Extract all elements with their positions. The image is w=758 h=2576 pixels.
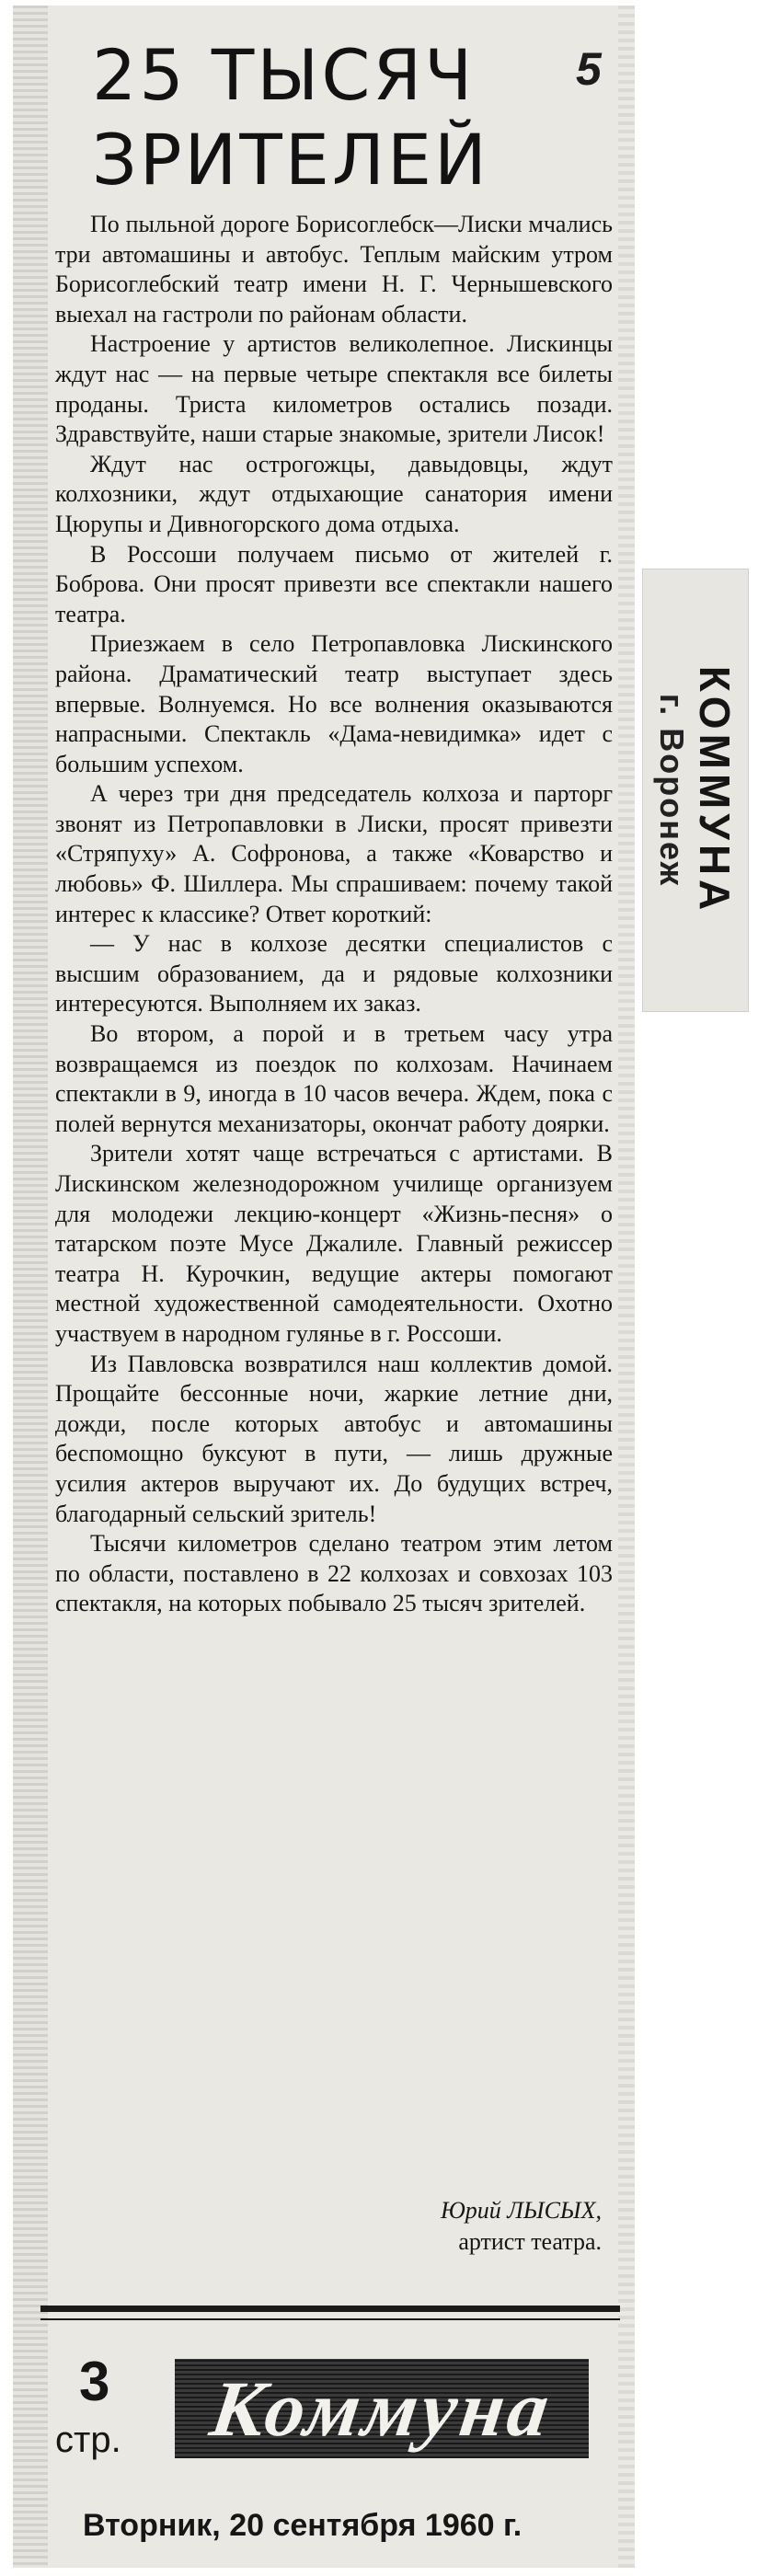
paragraph: Настроение у артистов великолепное. Лискинцы ждут нас — на первые четыре спектакля все билеты проданы. Триста километров остались позади. Здравствуйте, наши старые знакомые, зрители Лисок!: [55, 330, 613, 448]
torn-edge-left: [13, 6, 48, 2568]
paragraph: Во втором, а порой и в третьем часу утра возвращаемся из поездок по колхозам. Начинаем спектакли в 9, иногда в 10 часов вечера. Ждем, пока с полей вернутся механизаторы, окончат работу доярки.: [55, 1020, 613, 1137]
headline-line-1: 25 ТЫСЯЧ: [92, 34, 476, 116]
headline: [92, 33, 607, 202]
paragraph: А через три дня председатель колхоза и парторг звонят из Петропавловки в Лиски, просят привезти «Стряпуху» А. Софронова, а также «Коварство и любовь» Ф. Шиллера. Мы спрашиваем: почему такой интерес к классике? Ответ короткий:: [55, 780, 613, 927]
paragraph: Из Павловска возвратился наш коллектив домой. Прощайте бессонные ночи, жаркие летние дни, дожди, после которых автобус и автомашины беспомощно буксуют в пути, — лишь дружные усилия актеров выручают их. До будущих встреч, благодарный сельский зритель!: [55, 1350, 613, 1527]
handwritten-page-mark: 5: [576, 43, 602, 95]
torn-edge-right: [618, 6, 635, 2568]
paragraph: По пыльной дороге Борисоглебск—Лиски мчались три автомашины и автобус. Теплым майским утром Борисоглебский театр имени Н. Г. Чернышевского выехал на гастроли по районам области.: [55, 211, 613, 328]
newspaper-clipping: [13, 6, 635, 2568]
paragraph: — У нас в колхозе десятки специалистов с высшим образованием, да и рядовые колхозники интересуются. Выполняем их заказ.: [55, 930, 613, 1018]
paragraph: Тысячи километров сделано театром этим летом по области, поставлено в 22 колхозах и совхозах 103 спектакля, на которых побывало 25 тысяч зрителей.: [55, 1530, 613, 1617]
paragraph: Ждут нас острогожцы, давыдовцы, ждут колхозники, ждут отдыхающие санатория имени Цюрупы и Дивногорского дома отдыха.: [55, 450, 613, 537]
footer-dateline: Вторник, 20 сентября 1960 г.: [83, 2508, 523, 2543]
paragraph: Приезжаем в село Петропавловка Лискинского района. Драматический театр выступает здесь впервые. Волнуемся. Но все волнения оказываются напрасными. Спектакль «Дама-невидимка» идет с большим успехом.: [55, 630, 613, 777]
source-label-rotated: [652, 579, 739, 1002]
footer-page-number: 3: [79, 2351, 110, 2412]
source-city: г. Воронеж: [653, 693, 691, 888]
author-role: артист театра.: [458, 2228, 602, 2255]
source-paper-name: КОММУНА: [691, 665, 739, 915]
masthead-title: Коммуна: [205, 2364, 558, 2453]
source-label-tag: [642, 569, 749, 1012]
footer-rule-thin: [40, 2318, 620, 2320]
author-signature: [441, 2195, 602, 2258]
paragraph: Зрители хотят чаще встречаться с артистами. В Лискинском железнодорожном училище организуем для молодежи лекцию-концерт «Жизнь-песня» о татарском поэте Мусе Джалиле. Главный режиссер театра Н. Курочкин, ведущие актеры помогают местной художественной самодеятельности. Охотно участвуем в народном гулянье в г. Россоши.: [55, 1140, 613, 1347]
footer-page-label: стр.: [55, 2420, 121, 2460]
newspaper-masthead: [175, 2359, 589, 2458]
footer-rule-thick: [40, 2306, 620, 2312]
article-body: [55, 210, 613, 1619]
paragraph: В Россоши получаем письмо от жителей г. Боброва. Они просят привезти все спектакли нашего театра.: [55, 540, 613, 627]
headline-line-2: ЗРИТЕЛЕЙ: [92, 119, 489, 201]
author-name: Юрий ЛЫСЫХ,: [440, 2197, 602, 2224]
